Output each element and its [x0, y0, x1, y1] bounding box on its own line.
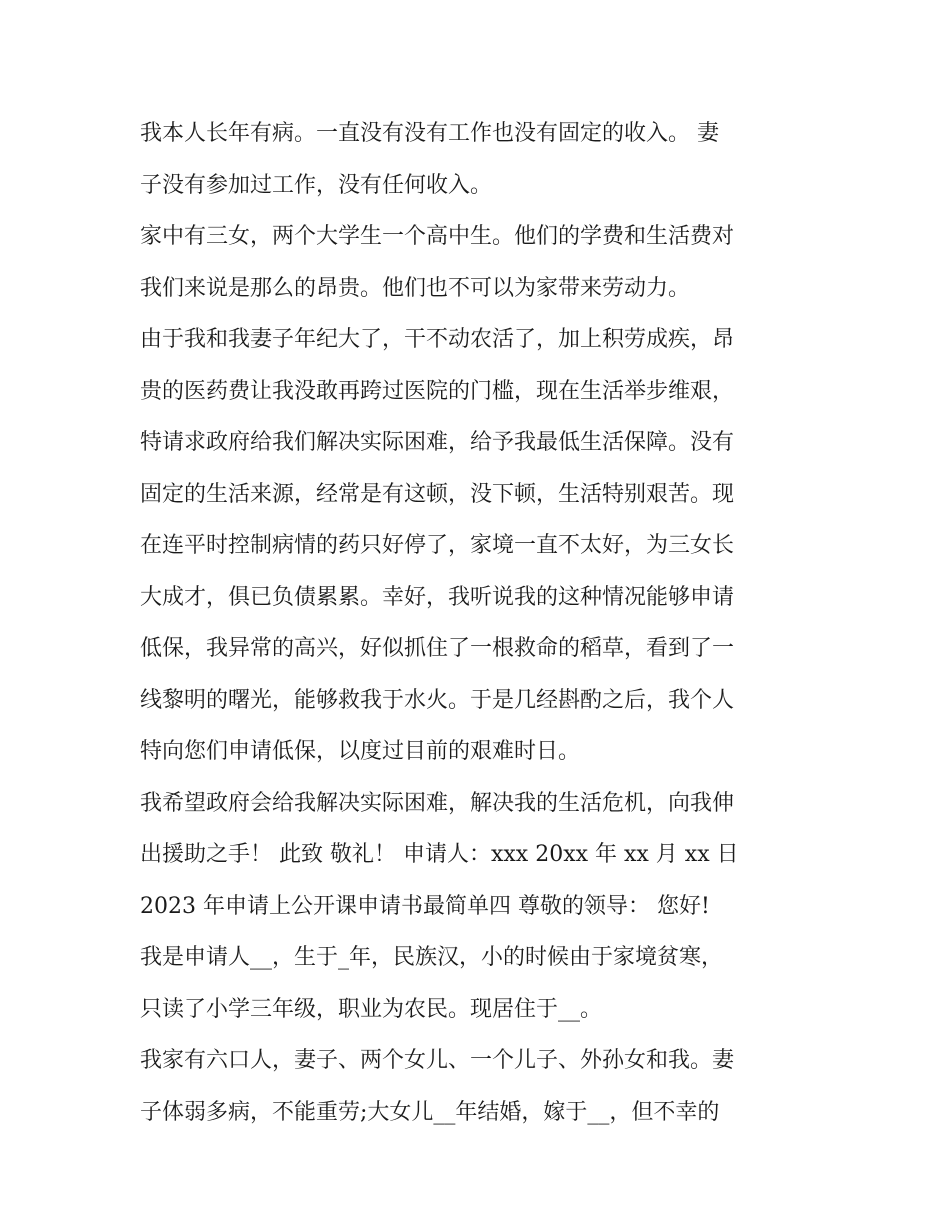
- text-line: 子没有参加过工作，没有任何收入。: [140, 172, 493, 198]
- text-line: 家中有三女，两个大学生一个高中生。他们的学费和生活费对: [140, 224, 735, 249]
- text-line: 大成才，俱已负债累累。幸好，我听说我的这种情况能够申请: [140, 584, 735, 610]
- text-line: 我家有六口人，妻子、两个女儿、一个儿子、外孙女和我。妻: [140, 1048, 735, 1073]
- text-line: 固定的生活来源，经常是有这顿，没下顿，生活特别艰苦。现: [140, 481, 735, 507]
- text-line: 贵的医药费让我没敢再跨过医院的门槛，现在生活举步维艰，: [140, 378, 735, 404]
- text-line: 我希望政府会给我解决实际困难，解决我的生活危机，向我伸: [140, 790, 735, 816]
- text-line: 我本人长年有病。一直没有没有工作也没有固定的收入。 妻: [140, 121, 719, 146]
- text-line: 在连平时控制病情的药只好停了，家境一直不太好，为三女长: [140, 533, 735, 558]
- text-line: 线黎明的曙光，能够救我于水火。于是几经斟酌之后，我个人: [140, 687, 735, 713]
- text-line: 出援助之手！ 此致 敬礼！ 申请人：xxx 20xx 年 xx 月 xx 日: [140, 842, 739, 867]
- text-line: 我们来说是那么的昂贵。他们也不可以为家带来劳动力。: [140, 275, 691, 301]
- text-line: 子体弱多病，不能重劳;大女儿__年结婚，嫁于__，但不幸的: [140, 1099, 720, 1125]
- text-line: 2023 年申请上公开课申请书最简单四 尊敬的领导： 您好!: [140, 893, 710, 919]
- text-line: 特向您们申请低保，以度过目前的艰难时日。: [140, 739, 581, 764]
- text-line: 只读了小学三年级，职业为农民。现居住于__。: [140, 996, 603, 1022]
- text-line: 由于我和我妻子年纪大了，干不动农活了，加上积劳成疾，昂: [140, 327, 735, 352]
- text-line: 我是申请人__，生于_年，民族汉，小的时候由于家境贫寒，: [140, 945, 724, 970]
- text-line: 低保，我异常的高兴，好似抓住了一根救命的稻草，看到了一: [140, 636, 735, 661]
- text-line: 特请求政府给我们解决实际困难，给予我最低生活保障。没有: [140, 430, 735, 455]
- document-body: [140, 108, 820, 1138]
